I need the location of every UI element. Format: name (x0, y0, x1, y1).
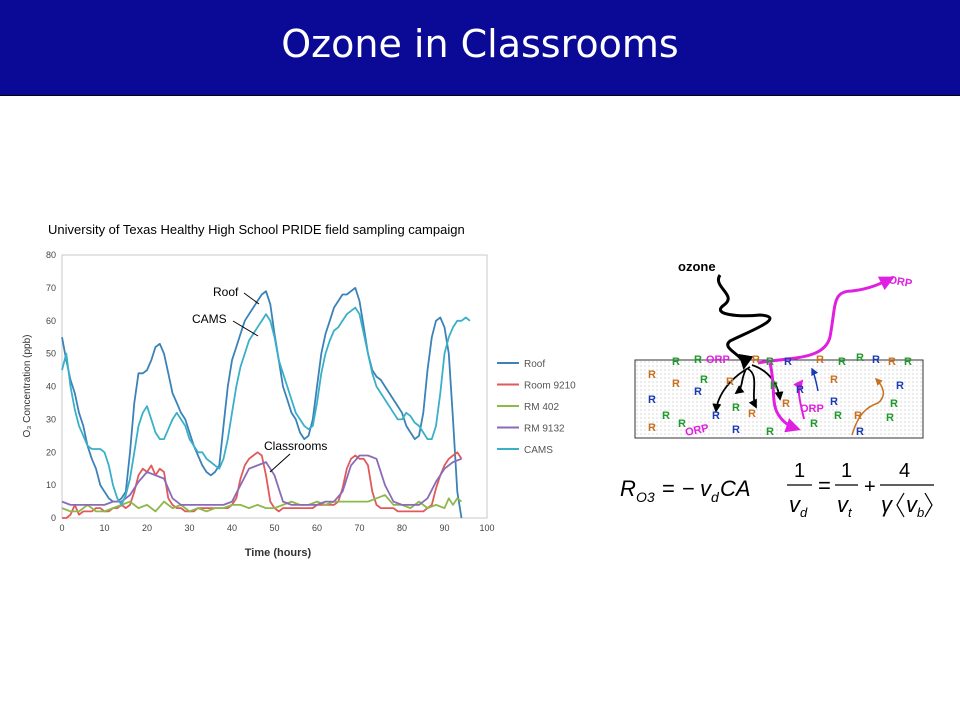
y-tick-label: 20 (45, 447, 56, 458)
reactive-site-r: R (830, 374, 838, 386)
reactive-site-r: R (782, 398, 790, 410)
y-tick-label: 30 (45, 414, 56, 425)
orp-label-top: ORP (887, 274, 914, 291)
slide-title: Ozone in Classrooms (281, 22, 679, 66)
plot-area (62, 255, 487, 518)
y-axis-label: O₃ Concentration (ppb) (22, 334, 33, 438)
y-tick-label: 60 (45, 315, 56, 326)
eq1-ca: CA (720, 476, 751, 501)
reactive-site-r: R (886, 412, 894, 424)
x-tick-label: 60 (311, 523, 323, 533)
reactive-site-r: R (770, 380, 778, 392)
x-tick-label: 10 (99, 523, 110, 533)
deposition-equation (612, 462, 772, 522)
legend-label: RM 9132 (524, 423, 565, 435)
x-tick-label: 70 (354, 523, 365, 533)
x-tick-label: 90 (439, 523, 450, 533)
y-tick-label: 10 (45, 480, 56, 491)
reactive-site-r: R (732, 424, 740, 436)
reactive-site-r: R (672, 378, 680, 390)
reactive-site-r: R (694, 386, 702, 398)
reactive-site-r: R (752, 354, 760, 366)
y-tick-label: 70 (45, 282, 56, 293)
reactive-site-r: R (904, 356, 912, 368)
eq2-vd: v (789, 492, 800, 517)
reactive-site-r: R (678, 418, 686, 430)
reactive-site-r: R (872, 354, 880, 366)
x-tick-label: 0 (59, 523, 65, 533)
annotation-classrooms: Classrooms (264, 439, 328, 453)
reactive-site-r: R (888, 356, 896, 368)
reactive-site-r: R (712, 410, 720, 422)
reactive-site-r: R (748, 408, 756, 420)
y-tick-label: 40 (45, 381, 56, 392)
velocity-equation (782, 455, 952, 525)
eq2-numerator-3: 4 (899, 460, 911, 482)
legend-label: RM 402 (524, 402, 560, 413)
reactive-site-r: R (732, 402, 740, 414)
eq2-numerator-2: 1 (841, 460, 853, 482)
eq2-gamma: γ (881, 492, 892, 517)
reactive-site-r: R (672, 356, 680, 368)
legend-label: Room 9210 (524, 380, 576, 392)
reactive-site-r: R (784, 356, 792, 368)
eq1-v-sub: d (711, 489, 719, 505)
eq1-r-sub: O3 (636, 489, 655, 505)
reactive-site-r: R (856, 426, 864, 438)
reactive-site-r: R (766, 356, 774, 368)
reactive-site-r: R (694, 354, 702, 366)
reactive-site-r: R (648, 369, 656, 381)
y-tick-label: 0 (50, 513, 56, 523)
reactive-site-r: R (700, 374, 708, 386)
eq2-vb-sub: b (917, 505, 925, 520)
ozone-line-chart (0, 240, 576, 580)
eq1-minus: − (682, 476, 695, 501)
eq1-equals: = (662, 476, 675, 501)
reactive-site-r: R (648, 394, 656, 406)
reactive-site-r: R (838, 356, 846, 368)
ozone-label: ozone (678, 259, 716, 274)
orp-emission-arrow (758, 278, 892, 363)
x-tick-label: 40 (226, 523, 238, 533)
eq2-vt: v (837, 492, 848, 517)
reactive-site-r: R (810, 418, 818, 430)
legend-label: Roof (524, 359, 546, 370)
reactive-site-r: R (816, 354, 824, 366)
eq2-plus: + (864, 476, 876, 498)
reactive-site-r: R (648, 422, 656, 434)
eq2-vt-sub: t (848, 505, 852, 520)
reactive-site-r: R (796, 384, 804, 396)
chart-caption: University of Texas Healthy High School PRIDE field sampling campaign (48, 222, 465, 237)
eq1-v: v (700, 476, 711, 501)
reactive-site-r: R (766, 426, 774, 438)
annotation-cams: CAMS (192, 312, 227, 326)
eq2-right-angle (925, 493, 932, 517)
eq2-vd-sub: d (800, 505, 808, 520)
reactive-site-r: R (896, 380, 904, 392)
x-tick-label: 50 (269, 523, 280, 533)
orp-label-middle: ORP (800, 403, 824, 415)
reactive-site-r: R (726, 376, 734, 388)
x-tick-label: 30 (184, 523, 195, 533)
x-axis-label: Time (hours) (244, 547, 312, 559)
legend-label: CAMS (524, 445, 553, 456)
eq2-vb: v (906, 492, 917, 517)
annotation-roof: Roof (213, 285, 239, 299)
x-tick-label: 100 (479, 523, 495, 533)
reactive-site-r: R (854, 410, 862, 422)
orp-label-top-left: ORP (706, 354, 730, 366)
reactive-site-r: R (830, 396, 838, 408)
orp-label-bottom: ORP (684, 422, 710, 439)
eq1-r: R (620, 476, 636, 501)
reactive-site-r: R (834, 410, 842, 422)
eq2-left-angle (897, 493, 904, 517)
reactive-site-r: R (856, 352, 864, 364)
reactive-site-r: R (662, 410, 670, 422)
eq2-equals: = (818, 473, 831, 498)
y-tick-label: 50 (45, 348, 56, 359)
eq2-numerator-1: 1 (794, 460, 806, 482)
ozone-deposition-diagram (620, 245, 960, 445)
x-tick-label: 80 (396, 523, 408, 533)
reactive-site-r: R (890, 398, 898, 410)
y-tick-label: 80 (45, 250, 56, 260)
x-tick-label: 20 (141, 523, 153, 533)
title-bar (0, 0, 960, 96)
